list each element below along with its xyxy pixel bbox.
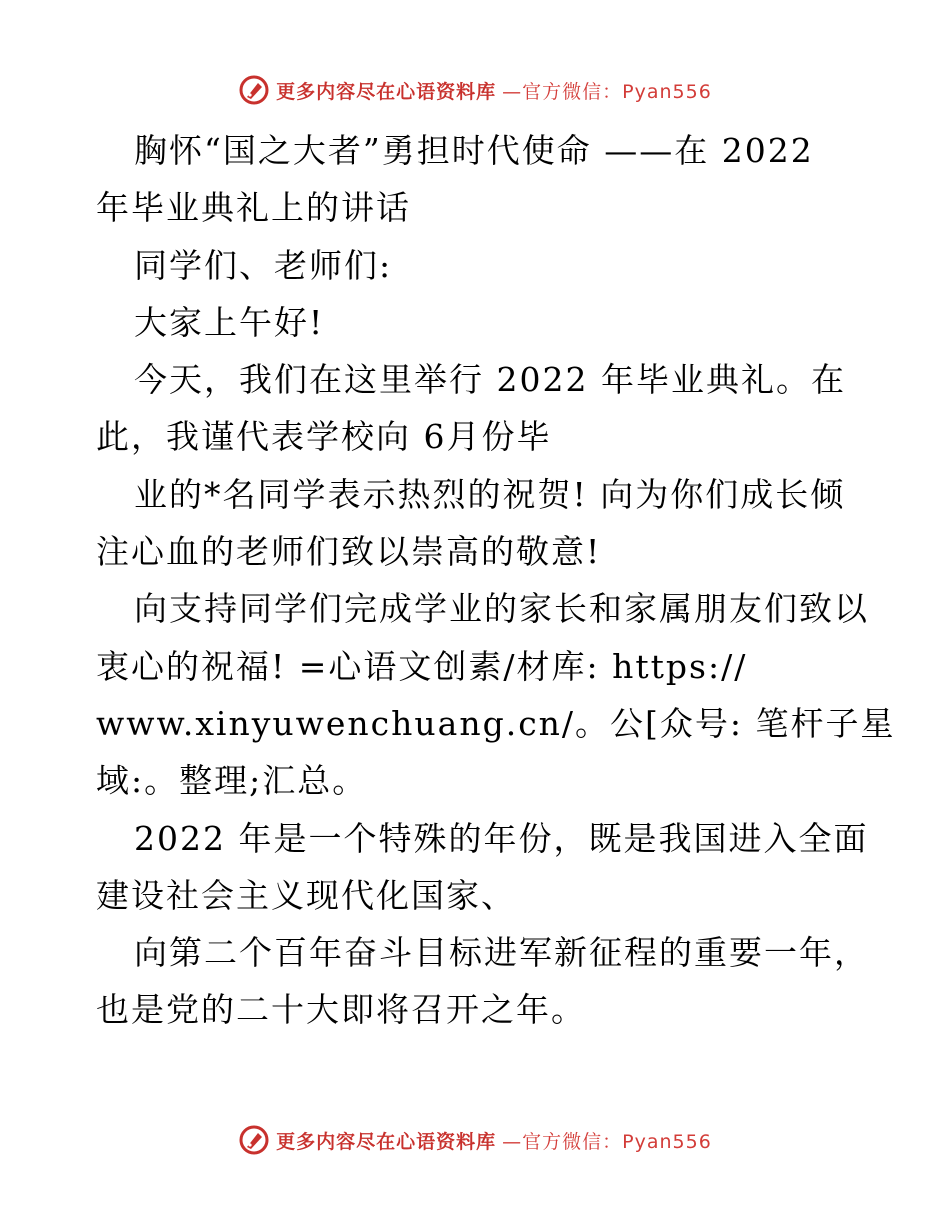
greeting-line: 大家上午好! [134, 302, 325, 342]
paragraph-line: 注心血的老师们致以崇高的敬意! [96, 532, 602, 572]
pen-nib-logo-icon [238, 74, 270, 106]
paragraph-line: 业的*名同学表示热烈的祝贺! 向为你们成长倾 [134, 474, 846, 514]
paragraph-line: 也是党的二十大即将召开之年。 [96, 990, 586, 1030]
footer-banner [0, 1120, 950, 1160]
salutation-line: 同学们、老师们: [134, 245, 393, 285]
paragraph-line: 衷心的祝福! =心语文创素/材库: https:// [96, 646, 748, 686]
footer-brand-text: 更多内容尽在心语资料库 [276, 1130, 497, 1153]
document-body [96, 122, 896, 1039]
paragraph-line: www.xinyuwenchuang.cn/。公[众号: 笔杆子星 [96, 703, 896, 743]
paragraph-line: 2022 年是一个特殊的年份，既是我国进入全面 [134, 818, 869, 858]
pen-nib-logo-icon [238, 1124, 270, 1156]
title-line-1: 胸怀“国之大者”勇担时代使命 ——在 2022 [134, 131, 814, 170]
paragraph-line: 今天，我们在这里举行 2022 年毕业典礼。在 [134, 360, 846, 400]
paragraph-line: 向支持同学们完成学业的家长和家属朋友们致以 [134, 589, 869, 629]
paragraph-line: 向第二个百年奋斗目标进军新征程的重要一年， [134, 933, 869, 973]
header-wechat-text: —官方微信：Pyan556 [502, 80, 712, 103]
paragraph-line: 此，我谨代表学校向 6月份毕 [96, 417, 552, 457]
footer-wechat-text: —官方微信：Pyan556 [502, 1130, 712, 1153]
title-line-2: 年毕业典礼上的讲话 [96, 188, 411, 228]
header-banner [0, 70, 950, 110]
header-brand-text: 更多内容尽在心语资料库 [276, 80, 497, 103]
paragraph-line: 域:。整理;汇总。 [96, 761, 368, 801]
paragraph-line: 建设社会主义现代化国家、 [96, 875, 516, 915]
